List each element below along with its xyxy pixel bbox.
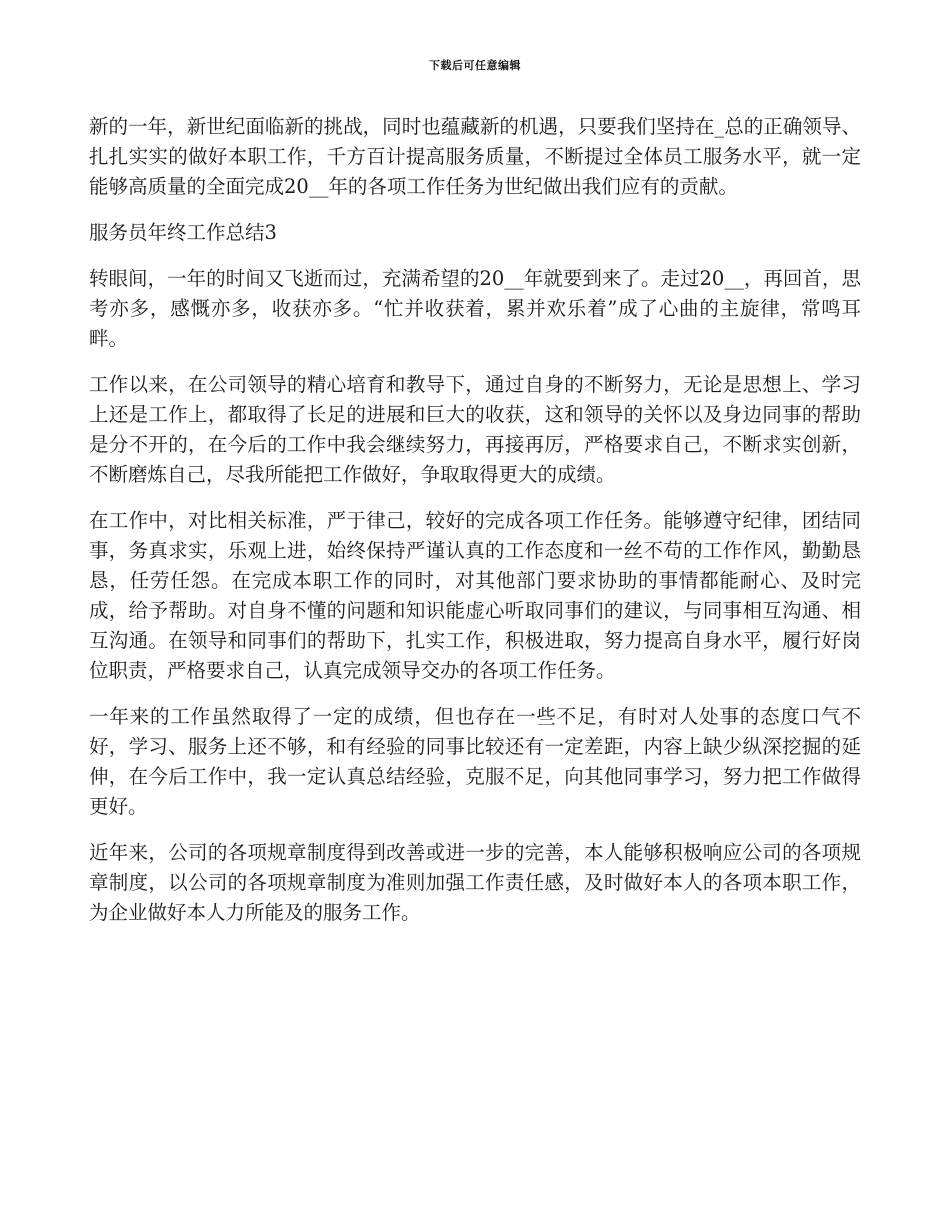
- paragraph-work-attitude: 在工作中，对比相关标准，严于律己，较好的完成各项工作任务。能够遵守纪律，团结同事，务真求实，乐观上进，始终保持严谨认真的工作态度和一丝不苟的工作作风，勤勤恳恳，任劳任怨。在完成本职工作的同时，对其他部门要求协助的事情都能耐心、及时完成，给予帮助。对自身不懂的问题和知识能虚心听取同事们的建议，与同事相互沟通、相互沟通。在领导和同事们的帮助下，扎实工作，积极进取，努力提高自身水平，履行好岗位职责，严格要求自己，认真完成领导交办的各项工作任务。: [89, 509, 861, 682]
- section-title: 服务员年终工作总结3: [89, 221, 277, 244]
- paragraph-opening: 转眼间，一年的时间又飞逝而过，充满希望的20__年就要到来了。走过20__，再回首，思考亦多，感慨亦多，收获亦多。“忙并收获着，累并欢乐着”成了心曲的主旋律，常鸣耳畔。: [89, 267, 861, 350]
- page-header: 下载后可任意编辑: [429, 59, 521, 72]
- paragraph-intro: 新的一年，新世纪面临新的挑战，同时也蕴藏新的机遇，只要我们坚持在_总的正确领导、扎扎实实的做好本职工作，千方百计提高服务质量，不断提过全体员工服务水平，就一定能够高质量的全面完成20__年的各项工作任务为世纪做出我们应有的贡献。: [89, 115, 861, 198]
- document-body: [89, 112, 861, 944]
- paragraph-regulations: 近年来，公司的各项规章制度得到改善或进一步的完善，本人能够积极响应公司的各项规章制度，以公司的各项规章制度为准则加强工作责任感，及时做好本人的各项本职工作，为企业做好本人力所能及的服务工作。: [89, 841, 861, 924]
- paragraph-shortcomings: 一年来的工作虽然取得了一定的成绩，但也存在一些不足，有时对人处事的态度口气不好，学习、服务上还不够，和有经验的同事比较还有一定差距，内容上缺少纵深挖掘的延伸，在今后工作中，我一定认真总结经验，克服不足，向其他同事学习，努力把工作做得更好。: [89, 705, 861, 818]
- paragraph-growth: 工作以来，在公司领导的精心培育和教导下，通过自身的不断努力，无论是思想上、学习上还是工作上，都取得了长足的进展和巨大的收获，这和领导的关怀以及身边同事的帮助是分不开的，在今后的工作中我会继续努力，再接再厉，严格要求自己，不断求实创新，不断磨炼自己，尽我所能把工作做好，争取取得更大的成绩。: [89, 373, 861, 486]
